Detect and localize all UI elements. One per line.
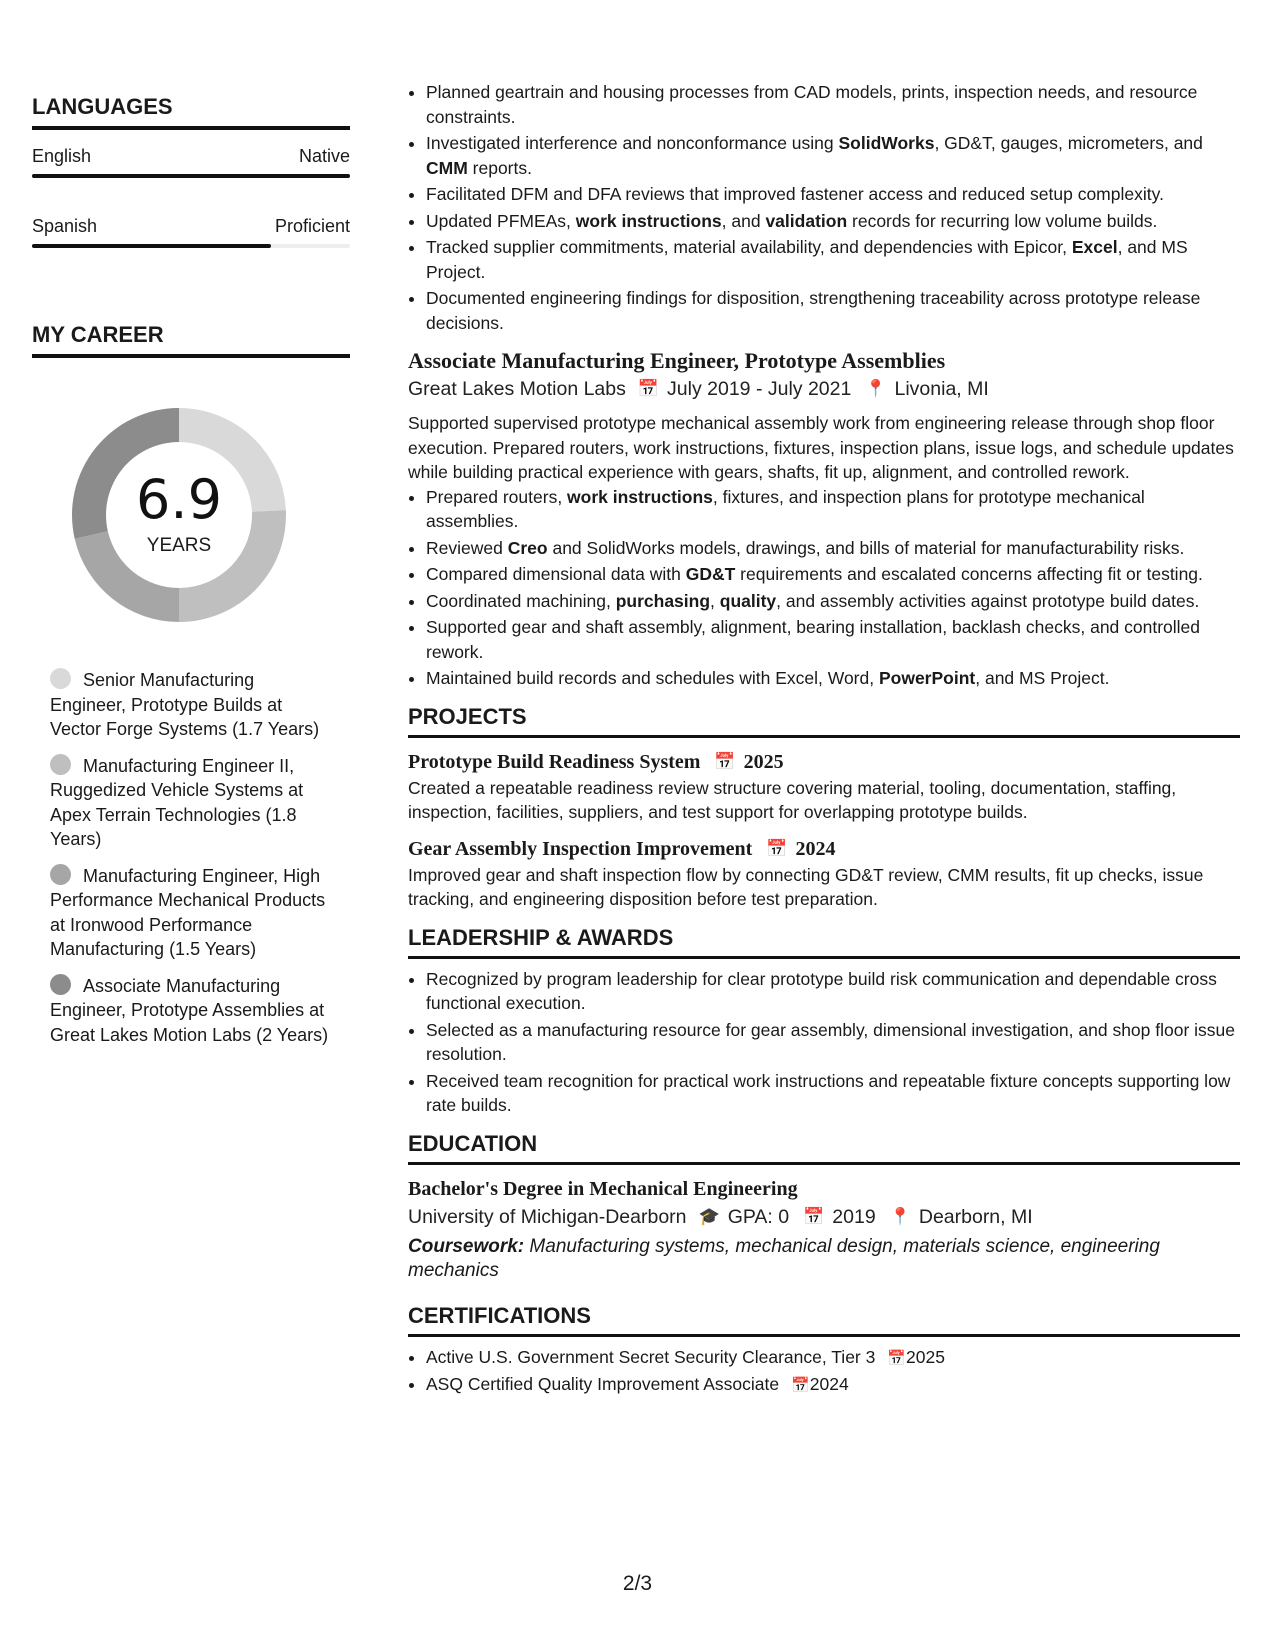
job-dates: July 2019 - July 2021: [667, 378, 852, 400]
calendar-icon: 📅: [803, 1206, 825, 1226]
previous-job-bullet: • Tracked supplier commitments, material availability, and dependencies with Epicor, Excel, and MS Project.: [426, 235, 1240, 284]
language-item: [32, 214, 350, 248]
bold-keyword: CMM: [426, 157, 468, 178]
career-total-years: 6.9: [136, 468, 222, 531]
calendar-icon: 📅: [791, 1376, 810, 1394]
sidebar: [32, 94, 350, 1059]
map-pin-icon: 📍: [865, 379, 887, 398]
bold-keyword: Excel: [1071, 237, 1118, 257]
language-item: [32, 144, 350, 178]
legend-dot: [50, 754, 71, 775]
map-pin-icon: 📍: [889, 1206, 911, 1226]
job-bullet: • Compared dimensional data with GD&T requirements and escalated concerns affecting fit or testing.: [426, 562, 1240, 587]
bold-keyword: PowerPoint: [878, 668, 976, 688]
project-title: [408, 835, 1240, 863]
projects-heading: PROJECTS: [408, 703, 1240, 738]
legend-dot: [50, 668, 71, 689]
bold-keyword: work instructions: [575, 210, 722, 231]
previous-job-bullet: • Facilitated DFM and DFA reviews that improved fastener access and reduced setup complexity.: [426, 182, 1240, 207]
job-bullet: • Reviewed Creo and SolidWorks models, drawings, and bills of material for manufacturability risks.: [426, 536, 1240, 561]
language-bar-fill: [32, 244, 271, 248]
job-summary: Supported supervised prototype mechanical assembly work from engineering release through shop floor execution. Prepared routers, work instructions, fixtures, inspection plans, issue logs, and schedule updates while building practical experience with gears, shafts, fit up, alignment, and controlled rework.: [408, 413, 1234, 482]
language-bar: [32, 174, 350, 178]
job-company: Great Lakes Motion Labs: [408, 378, 626, 400]
career-heading: MY CAREER: [32, 322, 350, 358]
previous-job-bullet: • Updated PFMEAs, work instructions, and validation records for recurring low volume builds.: [426, 209, 1240, 234]
languages-heading: LANGUAGES: [32, 94, 350, 130]
language-level: Proficient: [274, 216, 350, 236]
coursework: [408, 1235, 1240, 1284]
previous-job-bullet: • Investigated interference and nonconformance using SolidWorks, GD&T, gauges, micrometers, and CMM reports.: [426, 131, 1240, 180]
project-year: 2024: [795, 837, 836, 860]
career-legend-item: Manufacturing Engineer II, Ruggedized Vehicle Systems at Apex Terrain Technologies (1.8 Years): [50, 755, 304, 849]
school-name: University of Michigan-Dearborn: [408, 1205, 687, 1228]
leadership-bullet: • Received team recognition for practical work instructions and repeatable fixture concepts supporting low rate builds.: [426, 1069, 1240, 1118]
certifications-list: [408, 1345, 1240, 1398]
language-name: English: [32, 146, 92, 166]
graduation-cap-icon: 🎓: [698, 1206, 720, 1226]
job-bullets: [408, 485, 1240, 691]
languages-list: [32, 144, 350, 248]
education-heading: EDUCATION: [408, 1130, 1240, 1165]
project-name: Prototype Build Readiness System: [408, 750, 701, 773]
bold-keyword: quality: [719, 590, 777, 611]
bold-keyword: purchasing: [615, 590, 711, 611]
project-name: Gear Assembly Inspection Improvement: [408, 837, 753, 860]
donut-center: [64, 470, 294, 558]
job-bullet: • Prepared routers, work instructions, fixtures, and inspection plans for prototype mechanical assemblies.: [426, 485, 1240, 534]
education-year: 2019: [832, 1205, 876, 1228]
gpa: GPA: 0: [727, 1205, 790, 1228]
language-row: [32, 144, 350, 168]
previous-job-bullet: • Planned geartrain and housing processes from CAD models, prints, inspection needs, and resource constraints.: [426, 80, 1240, 129]
previous-job-bullets: [408, 80, 1240, 335]
job-meta: [408, 375, 1240, 403]
language-row: [32, 214, 350, 238]
leadership-bullets: [408, 967, 1240, 1118]
leadership-bullet: • Recognized by program leadership for clear prototype build risk communication and dependable cross functional execution.: [426, 967, 1240, 1016]
calendar-icon: 📅: [887, 1348, 907, 1367]
bold-keyword: work instructions: [567, 486, 713, 507]
bold-keyword: GD&T: [685, 564, 736, 584]
degree-title: Bachelor's Degree in Mechanical Engineering: [408, 1177, 798, 1200]
bold-keyword: SolidWorks: [838, 133, 935, 153]
job-bullet: • Coordinated machining, purchasing, quality, and assembly activities against prototype build dates.: [426, 589, 1240, 614]
certification-item: [426, 1345, 1240, 1371]
career-total-unit: YEARS: [146, 535, 212, 556]
job-bullet: • Supported gear and shaft assembly, alignment, bearing installation, backlash checks, and controlled rework.: [426, 615, 1240, 664]
language-bar-fill: [32, 174, 350, 178]
career-donut-chart: [64, 400, 294, 630]
certification-year: 2025: [906, 1346, 945, 1367]
legend-dot: [50, 974, 71, 995]
language-bar: [32, 244, 350, 248]
job-bullet: • Maintained build records and schedules with Excel, Word, PowerPoint, and MS Project.: [426, 666, 1240, 691]
certification-name: ASQ Certified Quality Improvement Associate: [426, 1374, 780, 1394]
previous-job-bullet: • Documented engineering findings for disposition, strengthening traceability across prototype release decisions.: [426, 286, 1240, 335]
job-location: Livonia, MI: [894, 378, 989, 400]
bold-keyword: validation: [765, 210, 848, 231]
calendar-icon: 📅: [766, 838, 788, 859]
projects-list: [408, 748, 1240, 912]
education-location: Dearborn, MI: [918, 1205, 1033, 1228]
certification-year: 2024: [809, 1374, 849, 1394]
leadership-bullet: • Selected as a manufacturing resource for gear assembly, dimensional investigation, and shop floor issue resolution.: [426, 1018, 1240, 1067]
career-legend: [50, 668, 330, 1047]
career-legend-item: Manufacturing Engineer, High Performance Mechanical Products at Ironwood Performance Manufacturing (1.5 Years): [50, 865, 326, 959]
certification-item: [426, 1372, 1240, 1398]
job-title: Associate Manufacturing Engineer, Prototype Assemblies: [408, 348, 946, 373]
calendar-icon: 📅: [714, 751, 736, 772]
bold-keyword: Creo: [507, 537, 548, 558]
main-content: [408, 80, 1240, 1400]
language-name: Spanish: [32, 216, 98, 236]
project-title: [408, 748, 1240, 776]
calendar-icon: 📅: [637, 379, 660, 398]
language-level: Native: [298, 146, 350, 166]
legend-dot: [50, 864, 71, 885]
project-description: Improved gear and shaft inspection flow by connecting GD&T review, CMM results, fit up checks, issue tracking, and engineering disposition before test preparation.: [408, 864, 1204, 909]
education-meta: [408, 1203, 1240, 1231]
certifications-heading: CERTIFICATIONS: [408, 1302, 1240, 1337]
career-legend-item: Senior Manufacturing Engineer, Prototype Builds at Vector Forge Systems (1.7 Years): [50, 670, 320, 739]
career-legend-item: Associate Manufacturing Engineer, Prototype Assemblies at Great Lakes Motion Labs (2 Years): [50, 975, 329, 1045]
coursework-text: Manufacturing systems, mechanical design, materials science, engineering mechanics: [408, 1235, 1160, 1281]
project-description: Created a repeatable readiness review structure covering material, tooling, documentation, staffing, inspection, facilities, suppliers, and test support for overlapping prototype builds.: [408, 777, 1177, 822]
coursework-label: Coursework:: [408, 1235, 525, 1257]
page-number: 2/3: [622, 1572, 653, 1595]
leadership-heading: LEADERSHIP & AWARDS: [408, 924, 1240, 959]
project-year: 2025: [743, 750, 784, 773]
certification-name: Active U.S. Government Secret Security Clearance, Tier 3: [426, 1346, 876, 1367]
